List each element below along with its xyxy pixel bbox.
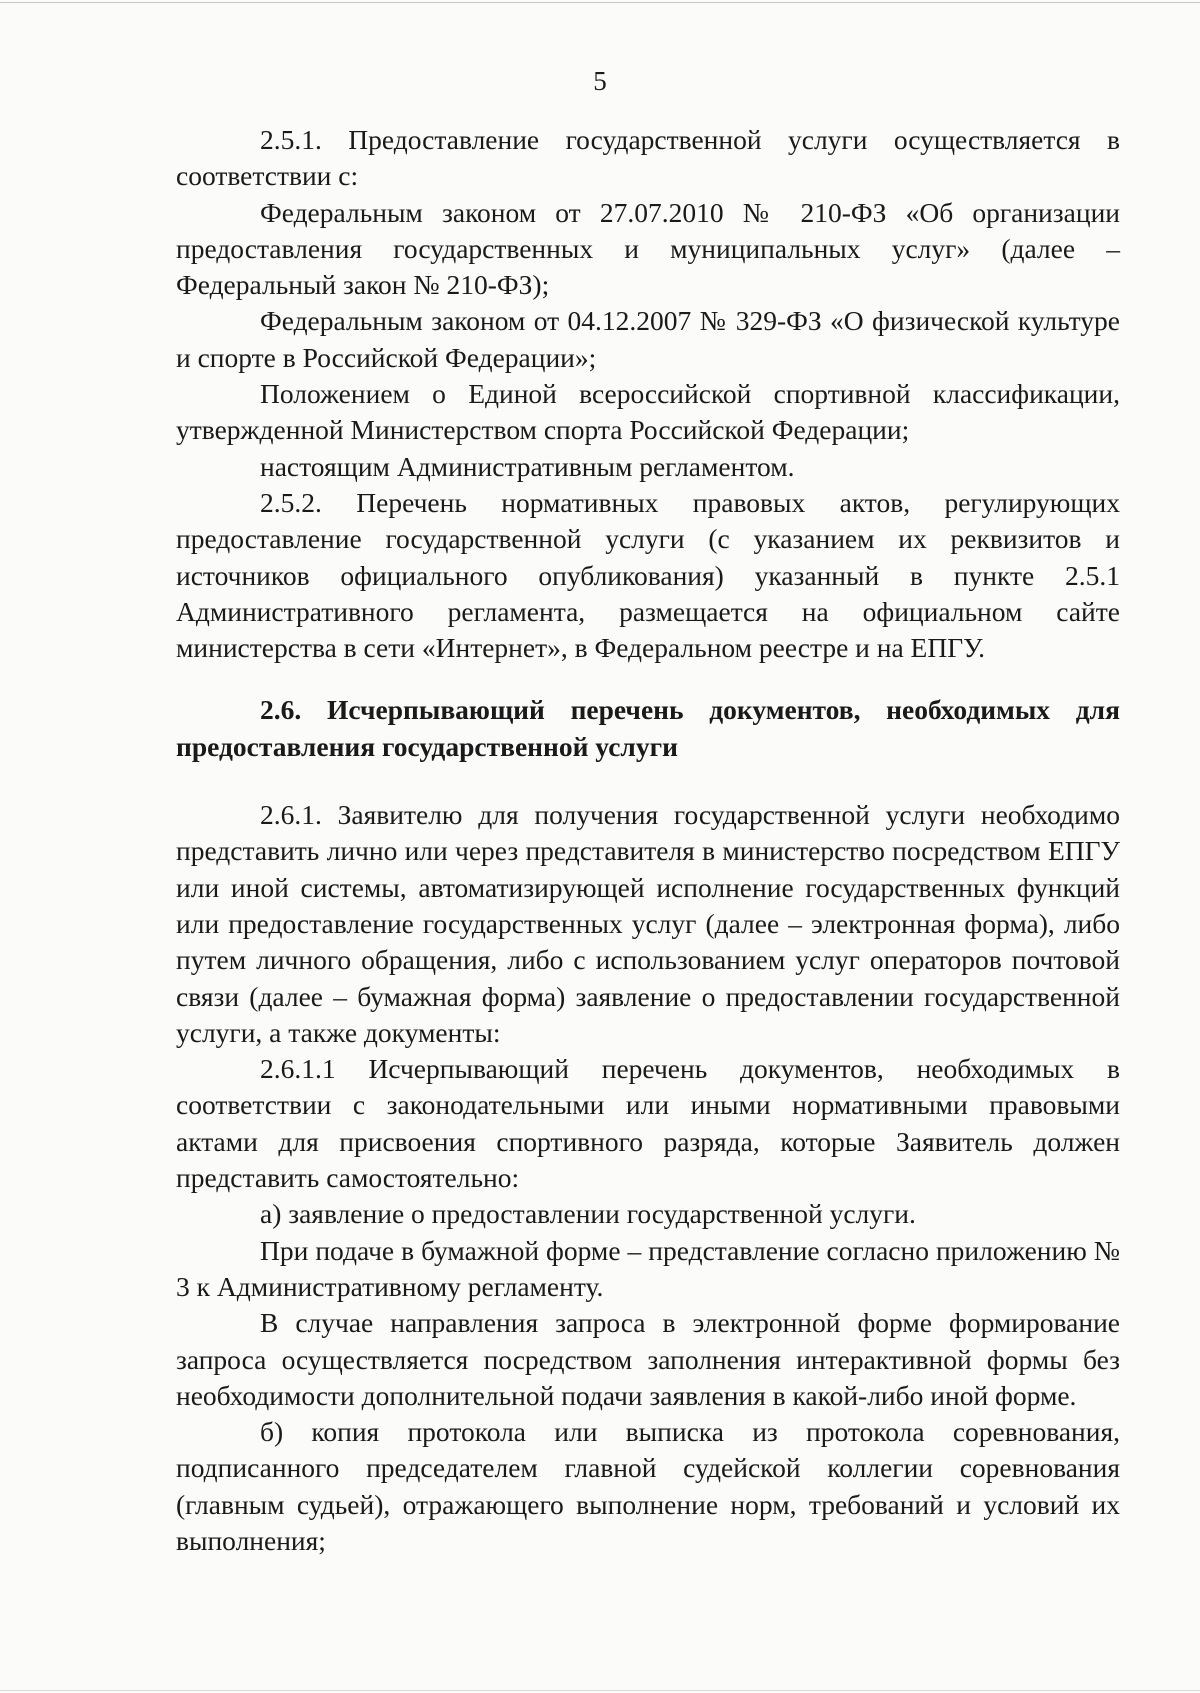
document-body [176,122,1120,1559]
paragraph-item-b: б) копия протокола или выписка из протокола соревнования, подписанного председателем главной судейской коллегии соревнования (главным судьей), отражающего выполнение норм, требований и условий их выполнения; [176,1416,1120,1556]
scan-edge-bottom [0,1690,1200,1691]
paragraph-2-5-2: 2.5.2. Перечень нормативных правовых актов, регулирующих предоставление государственной услуги (с указанием их реквизитов и источников официального опубликования) указанный в пункте 2.5.1 Административного регламента, размещается на официальном сайте министерства в сети «Интернет», в Федеральном реестре и на ЕПГУ. [176,486,1120,664]
paragraph-fz-329: Федеральным законом от 04.12.2007 № 329-ФЗ «О физической культуре и спорте в Российской Федерации»; [176,305,1120,373]
paragraph-item-a: а) заявление о предоставлении государственной услуги. [260,1198,916,1230]
page-number: 5 [593,66,607,96]
scan-edge-top [0,2,1200,3]
paragraph-2-6-1-1: 2.6.1.1 Исчерпывающий перечень документов, необходимых в соответствии с законодательными или иными нормативными правовыми актами для присвоения спортивного разряда, которые Заявитель должен представить самостоятельно: [176,1053,1120,1194]
section-heading-2-6: 2.6. Исчерпывающий перечень документов, необходимых для предоставления государственной услуги [176,694,1120,762]
paragraph-electronic-form: В случае направления запроса в электронной форме формирование запроса осуществляется посредством заполнения интерактивной формы без необходимости дополнительной подачи заявления в какой-либо иной форме. [176,1307,1120,1411]
paragraph-2-5-1: 2.5.1. Предоставление государственной услуги осуществляется в соответствии с: [176,124,1120,192]
paragraph-reglament: настоящим Административным регламентом. [260,450,795,482]
paragraph-paper-form: При подаче в бумажной форме – представление согласно приложению № 3 к Административному регламенту. [176,1234,1120,1302]
paragraph-2-6-1: 2.6.1. Заявителю для получения государственной услуги необходимо представить лично или через представителя в министерство посредством ЕПГУ или иной системы, автоматизирующей исполнение государственных функций или предоставление государственных услуг (далее – электронная форма), либо путем личного обращения, либо с использованием услуг операторов почтовой связи (далее – бумажная форма) заявление о предоставлении государственной услуги, а также документы: [176,799,1120,1048]
paragraph-polozhenie: Положением о Единой всероссийской спортивной классификации, утвержденной Министерством спорта Российской Федерации; [176,378,1120,446]
paragraph-fz-210: Федеральным законом от 27.07.2010 № 210-ФЗ «Об организации предоставления государственных и муниципальных услуг» (далее – Федеральный закон № 210-ФЗ); [176,196,1120,301]
